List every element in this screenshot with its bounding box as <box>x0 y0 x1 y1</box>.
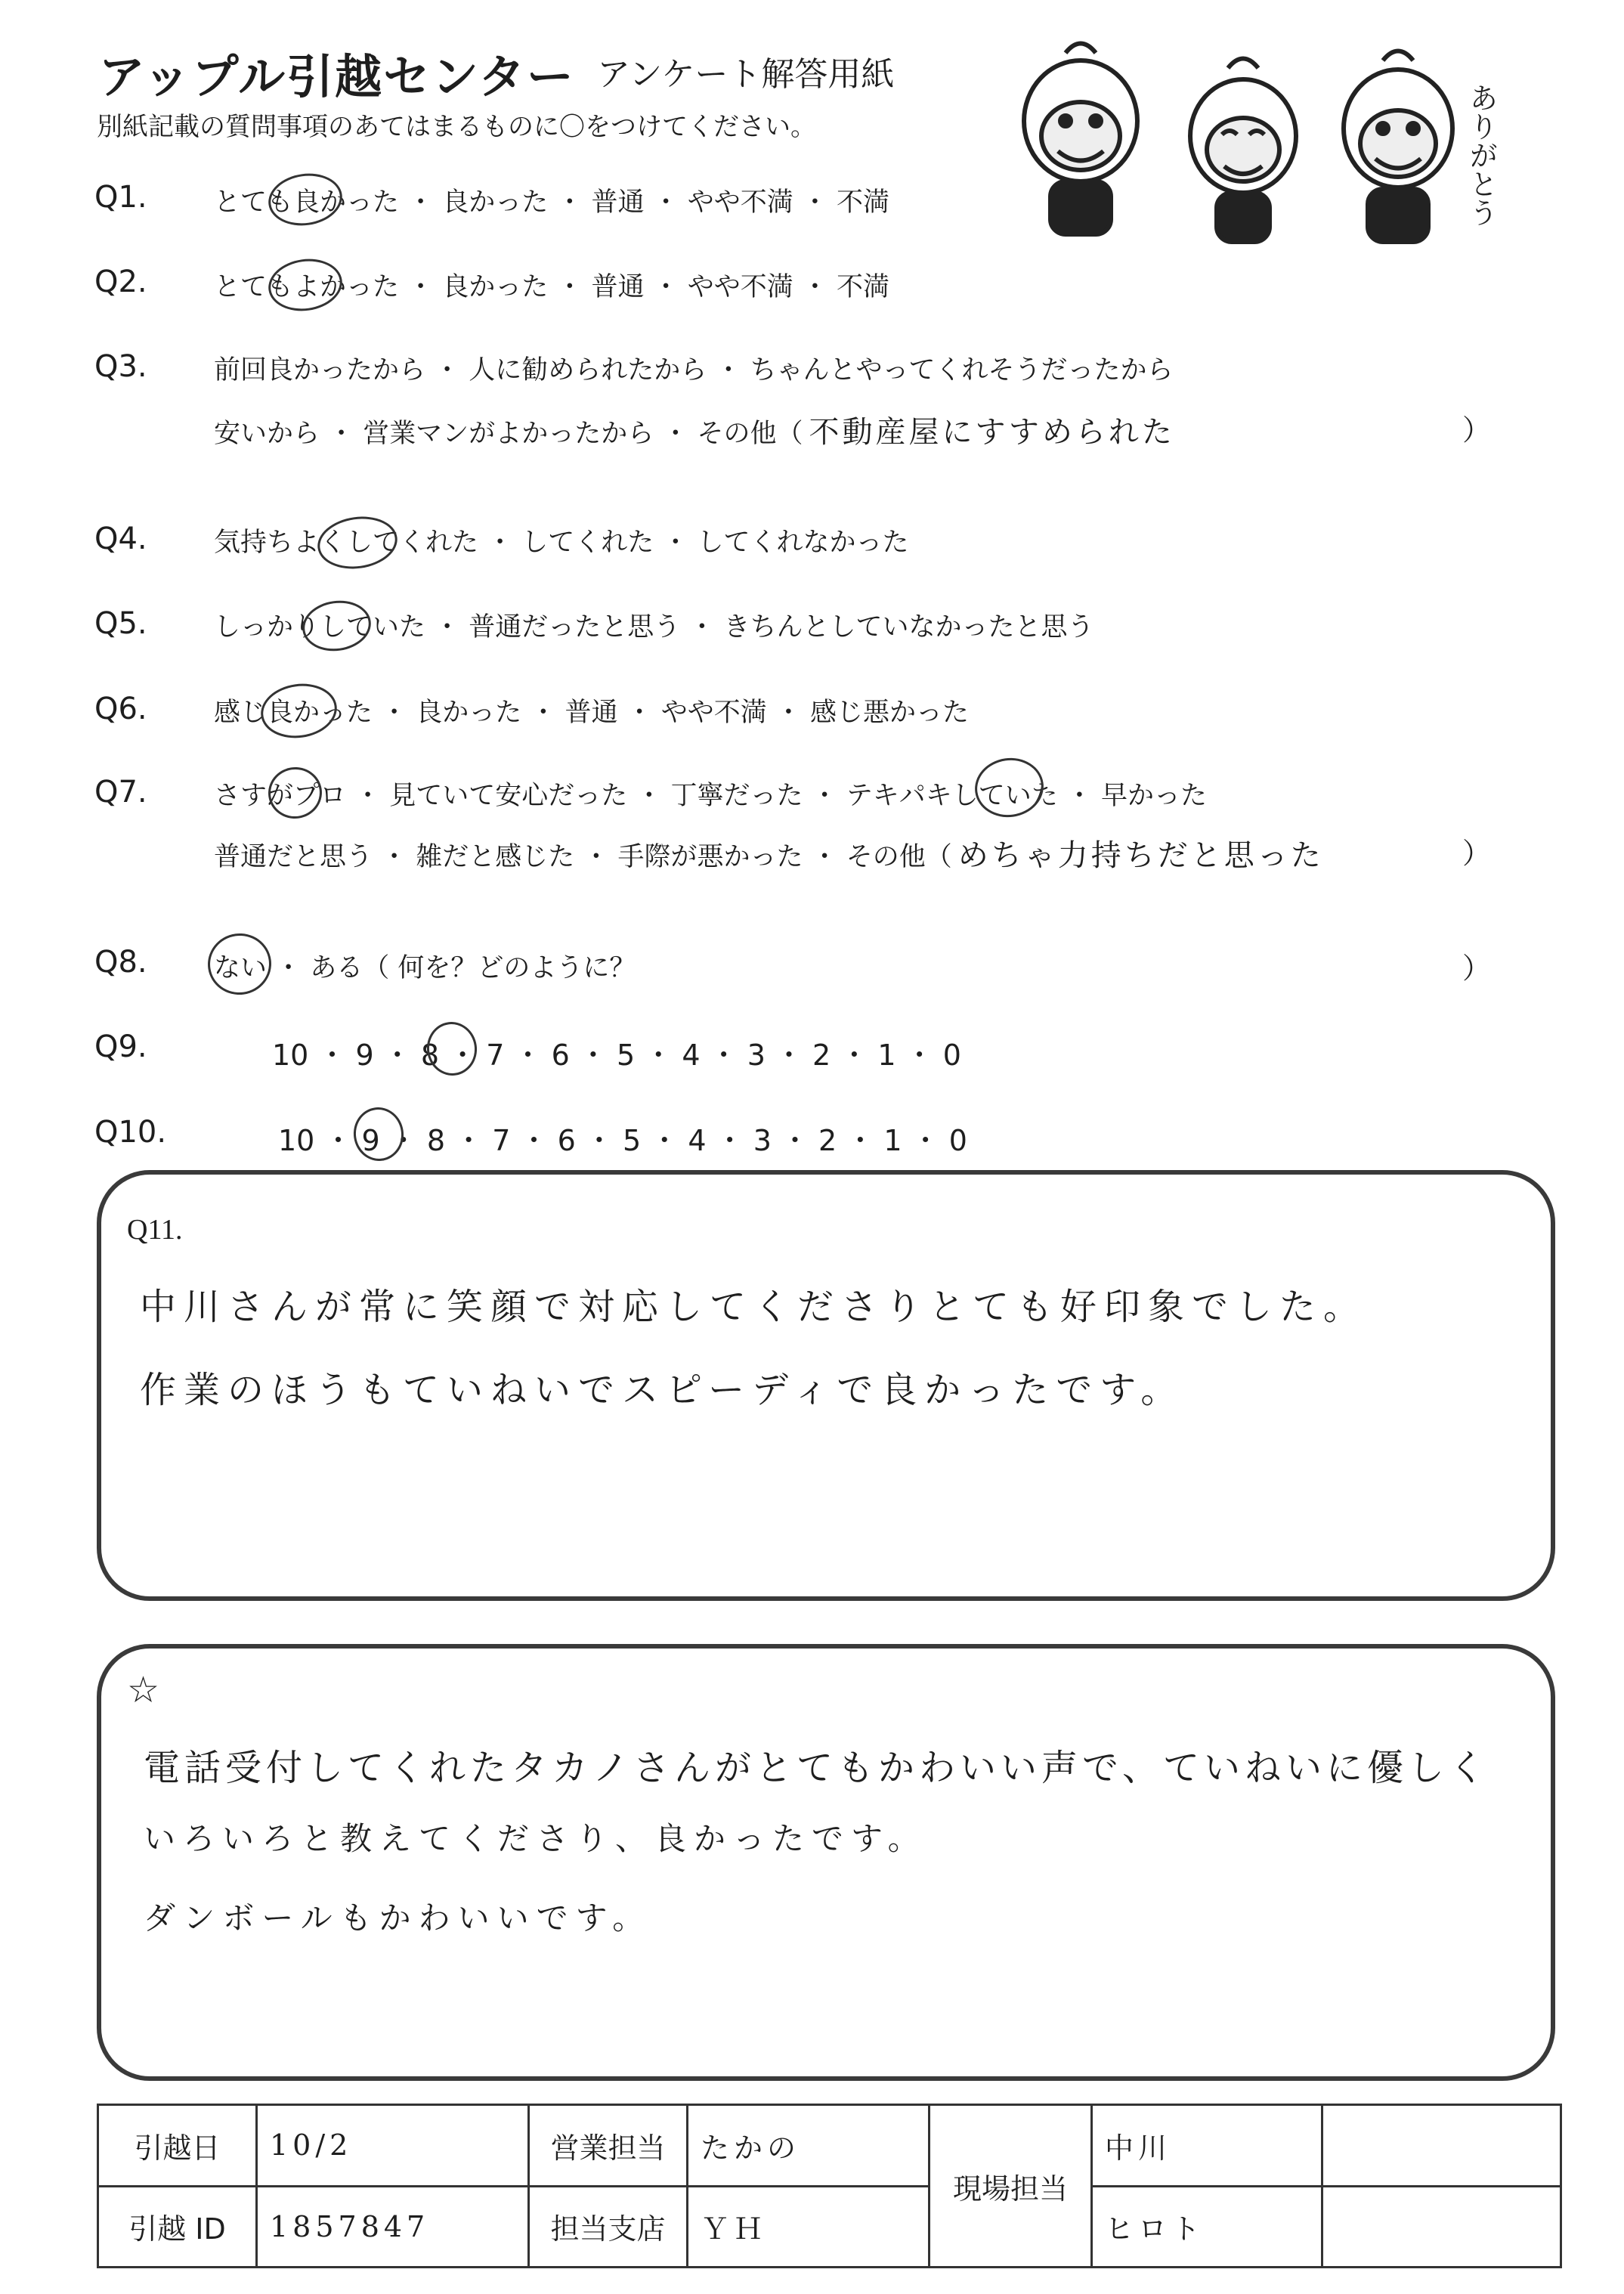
score-option: 10 <box>278 1124 315 1157</box>
score-option: 9 <box>361 1124 380 1157</box>
q7-close-paren: ） <box>1462 837 1492 870</box>
monkey-mascot-left <box>1024 44 1137 235</box>
move-date-value: 10/2 <box>257 2105 529 2187</box>
answer-circle <box>265 763 326 822</box>
sales-rep-value: たかの <box>688 2105 930 2187</box>
q11-comment-line2: 作業のほうもていねいでスピーディで良かったです。 <box>140 1369 1185 1411</box>
score-option: 7 <box>492 1124 511 1157</box>
score-option: 0 <box>942 1039 961 1072</box>
q1-options: とても良かった ・ 良かった ・ 普通 ・ やや不満 ・ 不満 <box>214 187 890 218</box>
q5-label: Q5. <box>94 606 147 641</box>
q9-scale: 10 ・ 9 ・ 8 ・ 7 ・ 6 ・ 5 ・ 4 ・ 3 ・ 2 ・ 1 ・ 0 <box>272 1039 961 1072</box>
score-option: 5 <box>622 1124 642 1157</box>
score-option: 4 <box>688 1124 707 1157</box>
star-comment-line1: 電話受付してくれたタカノさんがとてもかわいい声で、ていねいに優しく <box>144 1747 1490 1789</box>
mascot-thanks-text: ありがとう <box>1465 83 1498 227</box>
field-staff-value-2: ヒロト <box>1092 2186 1322 2268</box>
q3-other-answer: 不動産屋にすすめられた <box>809 415 1175 450</box>
score-option: 6 <box>551 1039 570 1072</box>
q10-scale: 10 ・ 9 ・ 8 ・ 7 ・ 6 ・ 5 ・ 4 ・ 3 ・ 2 ・ 1 ・ 0 <box>278 1124 967 1157</box>
company-name: アップル引越センター <box>98 49 575 104</box>
star-comment-box <box>97 1644 1555 2081</box>
answer-circle <box>258 679 341 742</box>
move-id-value: 1857847 <box>257 2186 529 2268</box>
star-comment-line3: ダンボールもかわいいです。 <box>144 1899 652 1936</box>
score-option: 8 <box>420 1039 440 1072</box>
q8-label: Q8. <box>94 945 147 980</box>
star-comment-line2: いろいろと教えてくださり、良かったです。 <box>144 1820 927 1857</box>
score-option: 6 <box>557 1124 576 1157</box>
q3-options-line2: 安いから ・ 営業マンがよかったから ・ その他（ 不動産屋にすすめられた <box>214 415 1175 450</box>
score-option: 4 <box>682 1039 701 1072</box>
score-option: 2 <box>818 1124 837 1157</box>
score-option: 7 <box>486 1039 505 1072</box>
q2-label: Q2. <box>94 265 147 299</box>
q4-label: Q4. <box>94 522 147 556</box>
q10-label: Q10. <box>94 1115 167 1150</box>
field-staff-value-1: 中川 <box>1092 2105 1322 2187</box>
q7-other-answer: めちゃ力持ちだと思った <box>957 838 1324 873</box>
score-option: 9 <box>355 1039 374 1072</box>
score-option: 8 <box>426 1124 446 1157</box>
q5-options: しっかりしていた ・ 普通だったと思う ・ きちんとしていなかったと思う <box>214 612 1094 642</box>
score-option: 3 <box>747 1039 766 1072</box>
q3-close-paren: ） <box>1462 413 1492 447</box>
monkey-mascots-illustration <box>1013 30 1527 249</box>
monkey-mascot-middle <box>1190 59 1296 243</box>
score-option: 3 <box>753 1124 772 1157</box>
move-date-label: 引越日 <box>98 2105 257 2187</box>
form-title: アンケート解答用紙 <box>597 55 895 94</box>
instruction-text: 別紙記載の質問事項のあてはまるものに〇をつけてください。 <box>97 112 816 142</box>
answer-circle <box>265 255 346 316</box>
q8-close-paren: ） <box>1462 952 1492 985</box>
q3-label: Q3. <box>94 349 147 384</box>
branch-value: ＹＨ <box>688 2186 930 2268</box>
score-option: 2 <box>812 1039 831 1072</box>
score-option: 1 <box>877 1039 896 1072</box>
score-option: 10 <box>272 1039 309 1072</box>
q8-options: ない ・ ある（ 何を？どのように？ <box>214 953 636 983</box>
empty-cell <box>1322 2186 1561 2268</box>
q3-options-line1: 前回良かったから ・ 人に勧められたから ・ ちゃんとやってくれそうだったから <box>214 355 1174 385</box>
q11-label: Q11. <box>127 1214 183 1246</box>
score-option: 1 <box>883 1124 902 1157</box>
score-option: 0 <box>948 1124 967 1157</box>
q7-options-line1: さすがプロ ・ 見ていて安心だった ・ 丁寧だった ・ テキパキしていた ・ 早かった <box>214 781 1208 811</box>
q6-label: Q6. <box>94 692 147 726</box>
move-info-table <box>97 2104 1562 2268</box>
score-option: 5 <box>616 1039 636 1072</box>
branch-label: 担当支店 <box>529 2186 688 2268</box>
answer-circle <box>265 169 346 231</box>
star-icon: ☆ <box>127 1669 160 1711</box>
q1-label: Q1. <box>94 180 147 215</box>
sales-rep-label: 営業担当 <box>529 2105 688 2187</box>
move-id-label: 引越 ID <box>98 2186 257 2268</box>
q7-options-line2: 普通だと思う ・ 雑だと感じた ・ 手際が悪かった ・ その他（ めちゃ力持ちだと思った <box>214 838 1324 873</box>
q9-label: Q9. <box>94 1029 147 1064</box>
q2-options: とてもよかった ・ 良かった ・ 普通 ・ やや不満 ・ 不満 <box>214 272 890 302</box>
empty-cell <box>1322 2105 1561 2187</box>
q7-label: Q7. <box>94 775 147 810</box>
monkey-mascot-right <box>1344 51 1452 243</box>
answer-circle <box>204 930 275 999</box>
q4-options: 気持ちよくしてくれた ・ してくれた ・ してくれなかった <box>214 528 909 558</box>
q6-options: 感じ良かった ・ 良かった ・ 普通 ・ やや不満 ・ 感じ悪かった <box>214 698 970 728</box>
q11-comment-line1: 中川さんが常に笑顔で対応してくださりとても好印象でした。 <box>140 1286 1368 1328</box>
answer-circle <box>299 596 374 655</box>
field-staff-label: 現場担当 <box>930 2105 1092 2268</box>
